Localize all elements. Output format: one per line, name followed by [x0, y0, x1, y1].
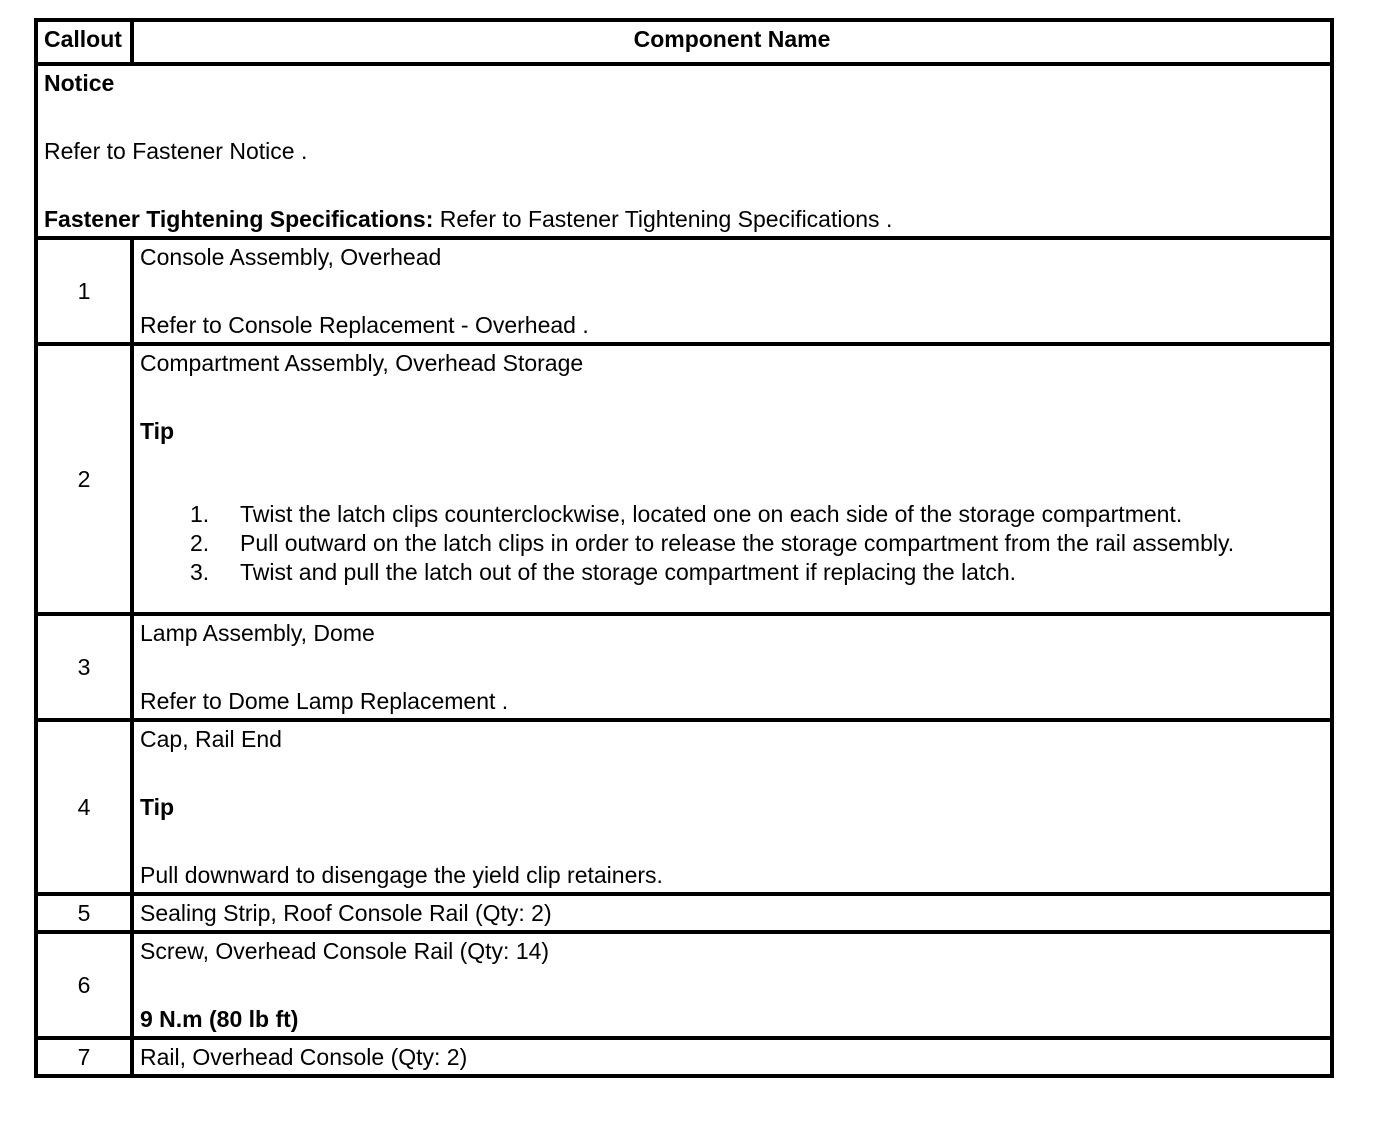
tip-steps-list — [140, 500, 1324, 587]
component-name-column-header: Component Name — [132, 20, 1332, 64]
table-row — [36, 932, 1332, 1038]
component-name: Cap, Rail End — [140, 726, 282, 752]
torque-spec: 9 N.m (80 lb ft) — [140, 1006, 299, 1032]
notice-title: Notice — [44, 70, 115, 96]
callout-number: 3 — [36, 614, 132, 720]
step-text: Twist the latch clips counterclockwise, located one on each side of the storage compartment. — [240, 501, 1183, 527]
tip-label: Tip — [140, 794, 175, 820]
table-row — [36, 894, 1332, 932]
table-row — [36, 1038, 1332, 1076]
list-item — [190, 500, 1324, 529]
notice-row — [36, 64, 1332, 238]
callout-number: 4 — [36, 720, 132, 894]
list-item — [190, 529, 1324, 558]
component-name: Compartment Assembly, Overhead Storage — [140, 350, 584, 376]
callout-number: 6 — [36, 932, 132, 1038]
component-name: Rail, Overhead Console (Qty: 2) — [140, 1044, 468, 1070]
table-row — [36, 238, 1332, 344]
callout-number: 2 — [36, 344, 132, 614]
callout-column-header: Callout — [36, 20, 132, 64]
step-number: 3. — [190, 559, 210, 585]
table-row — [36, 720, 1332, 894]
callout-number: 7 — [36, 1038, 132, 1076]
notice-text: Refer to Fastener Notice . — [44, 138, 308, 164]
component-name: Screw, Overhead Console Rail (Qty: 14) — [140, 938, 550, 964]
component-name: Sealing Strip, Roof Console Rail (Qty: 2) — [140, 900, 552, 926]
component-name: Lamp Assembly, Dome — [140, 620, 375, 646]
table-row — [36, 344, 1332, 614]
table-row — [36, 614, 1332, 720]
fastener-spec-line — [44, 202, 1324, 236]
tip-text: Pull downward to disengage the yield clip retainers. — [140, 862, 663, 888]
fastener-spec-text: Refer to Fastener Tightening Specifications . — [433, 206, 893, 232]
component-reference: Refer to Console Replacement - Overhead . — [140, 312, 589, 338]
step-text: Twist and pull the latch out of the storage compartment if replacing the latch. — [240, 559, 1017, 585]
tip-label: Tip — [140, 418, 175, 444]
fastener-spec-label: Fastener Tightening Specifications: — [44, 206, 434, 232]
callout-number: 5 — [36, 894, 132, 932]
step-number: 2. — [190, 530, 210, 556]
table-header-row — [36, 20, 1332, 64]
step-text: Pull outward on the latch clips in order to release the storage compartment from the rail assembly. — [240, 530, 1235, 556]
component-name: Console Assembly, Overhead — [140, 244, 442, 270]
component-reference: Refer to Dome Lamp Replacement . — [140, 688, 509, 714]
component-table — [34, 18, 1334, 1078]
list-item — [190, 558, 1324, 587]
step-number: 1. — [190, 501, 210, 527]
callout-number: 1 — [36, 238, 132, 344]
